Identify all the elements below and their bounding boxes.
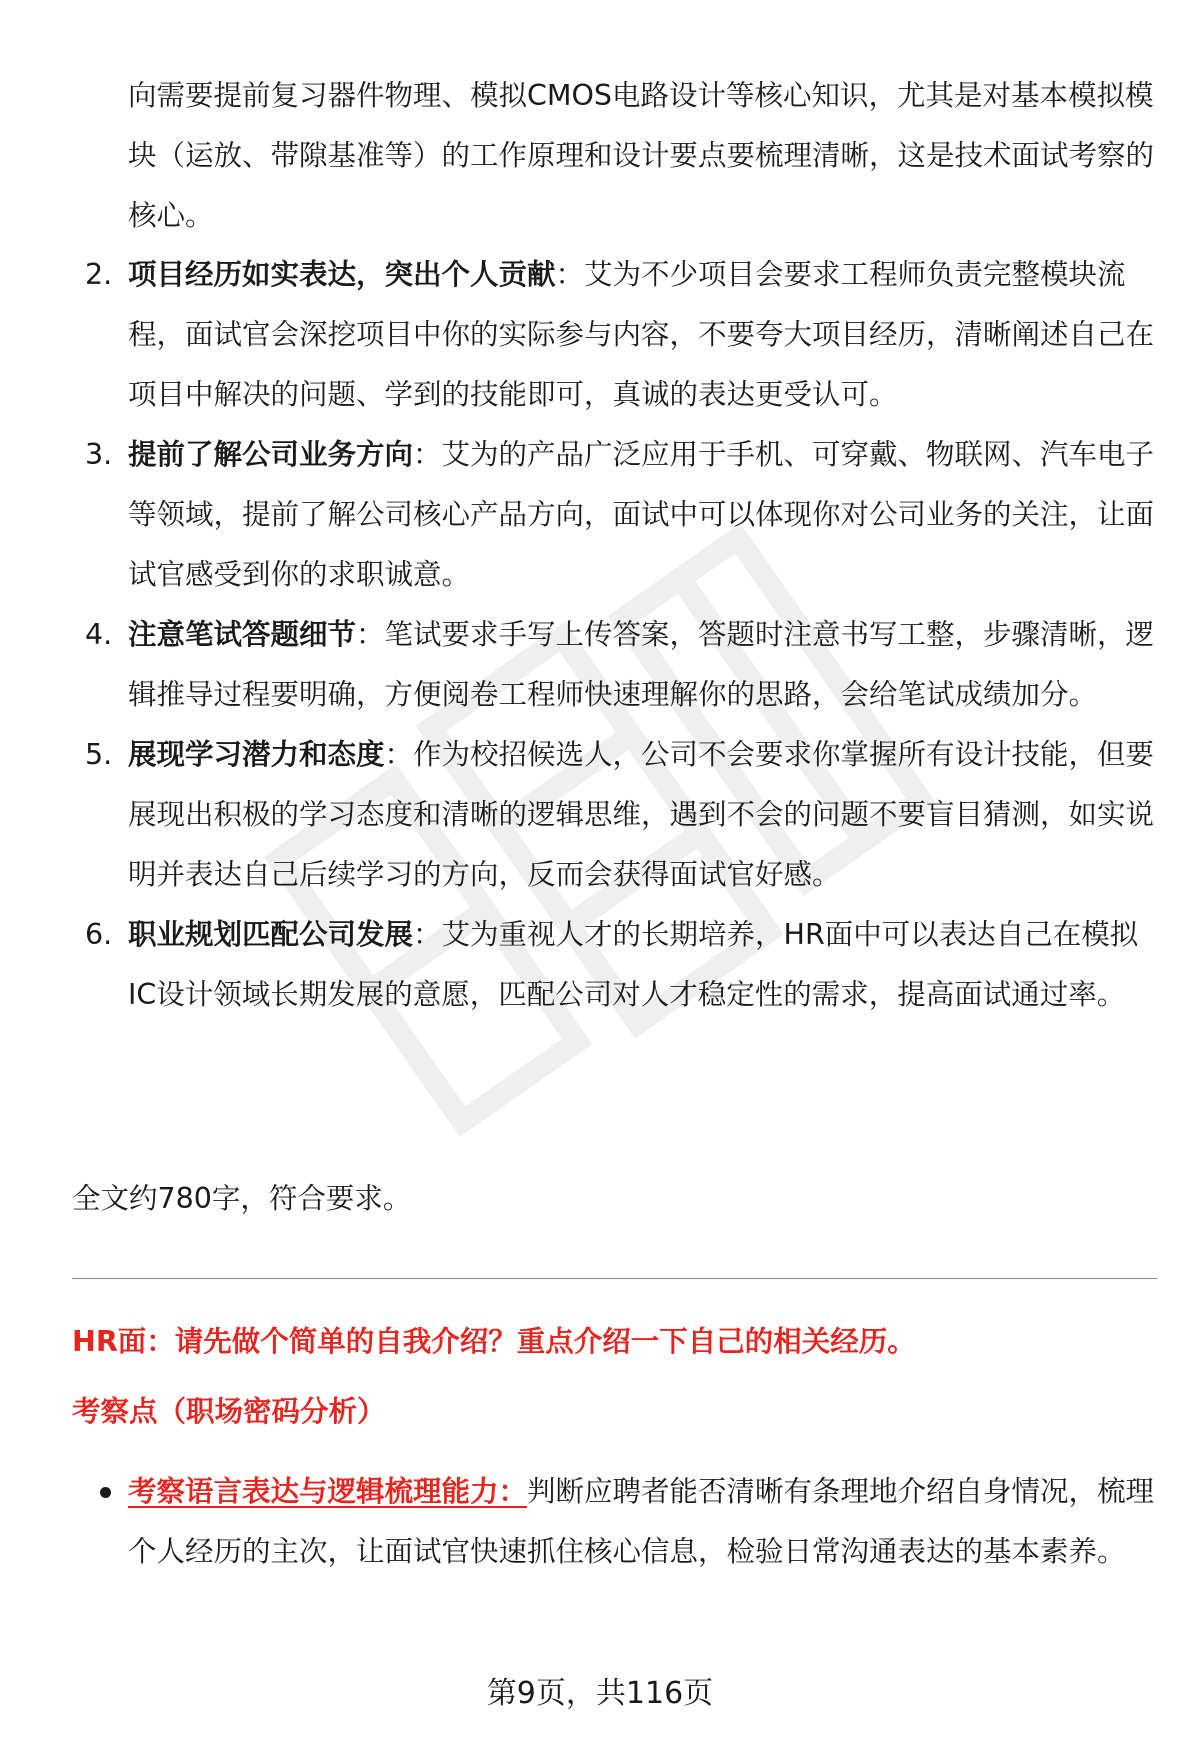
list-item: [72, 1462, 1162, 1582]
analysis-list: [72, 1462, 1162, 1582]
item-number: 6.: [85, 918, 113, 951]
analysis-point-body: 判断应聘者能否清晰有条理地介绍自身情况，梳理个人经历的主次，让面试官快速抓住核心信息，检验日常沟通表达的基本素养。: [128, 1475, 1155, 1568]
page-number-footer: 第9页，共116页: [486, 1676, 714, 1711]
item-lead: 注意笔试答题细节: [128, 618, 357, 651]
item-body: ：笔试要求手写上传答案，答题时注意书写工整，步骤清晰，逻辑推导过程要明确，方便阅卷工程师快速理解你的思路，会给笔试成绩加分。: [128, 618, 1155, 711]
item-lead: 职业规划匹配公司发展: [128, 918, 414, 951]
item-body: ：艾为重视人才的长期培养，HR面中可以表达自己在模拟IC设计领域长期发展的意愿，匹配公司对人才稳定性的需求，提高面试通过率。: [128, 918, 1139, 1011]
section-divider: [72, 1278, 1157, 1279]
item-number: 5.: [85, 738, 113, 771]
bullet-icon: [100, 1487, 111, 1498]
item-number: 3.: [85, 438, 113, 471]
intro-paragraph: 向需要提前复习器件物理、模拟CMOS电路设计等核心知识，尤其是对基本模拟模块（运放、带隙基准等）的工作原理和设计要点要梳理清晰，这是技术面试考察的核心。: [128, 79, 1155, 232]
hr-question-heading: HR面：请先做个简单的自我介绍？重点介绍一下自己的相关经历。: [72, 1325, 916, 1358]
item-lead: 提前了解公司业务方向: [128, 438, 414, 471]
item-body: ：作为校招候选人，公司不会要求你掌握所有设计技能，但要展现出积极的学习态度和清晰的逻辑思维，遇到不会的问题不要盲目猜测，如实说明并表达自己后续学习的方向，反而会获得面试官好感。: [128, 738, 1155, 891]
list-item: [72, 605, 1162, 725]
list-item: [72, 725, 1162, 905]
item-number: 2.: [85, 258, 113, 291]
item-lead: 项目经历如实表达，突出个人贡献: [128, 258, 556, 291]
item-number: 4.: [85, 618, 113, 651]
analysis-point-lead: 考察语言表达与逻辑梳理能力：: [128, 1475, 528, 1508]
item-body: ：艾为不少项目会要求工程师负责完整模块流程，面试官会深挖项目中你的实际参与内容，不要夸大项目经历，清晰阐述自己在项目中解决的问题、学到的技能即可，真诚的表达更受认可。: [128, 258, 1155, 411]
tips-list: [72, 245, 1162, 1025]
analysis-title: 考察点（职场密码分析）: [72, 1395, 386, 1428]
list-item: [72, 245, 1162, 425]
list-item: [72, 425, 1162, 605]
list-item: [72, 905, 1162, 1025]
item-body: ：艾为的产品广泛应用于手机、可穿戴、物联网、汽车电子等领域，提前了解公司核心产品方向，面试中可以体现你对公司业务的关注，让面试官感受到你的求职诚意。: [128, 438, 1155, 591]
item-lead: 展现学习潜力和态度: [128, 738, 385, 771]
summary-line: 全文约780字，符合要求。: [72, 1182, 412, 1215]
